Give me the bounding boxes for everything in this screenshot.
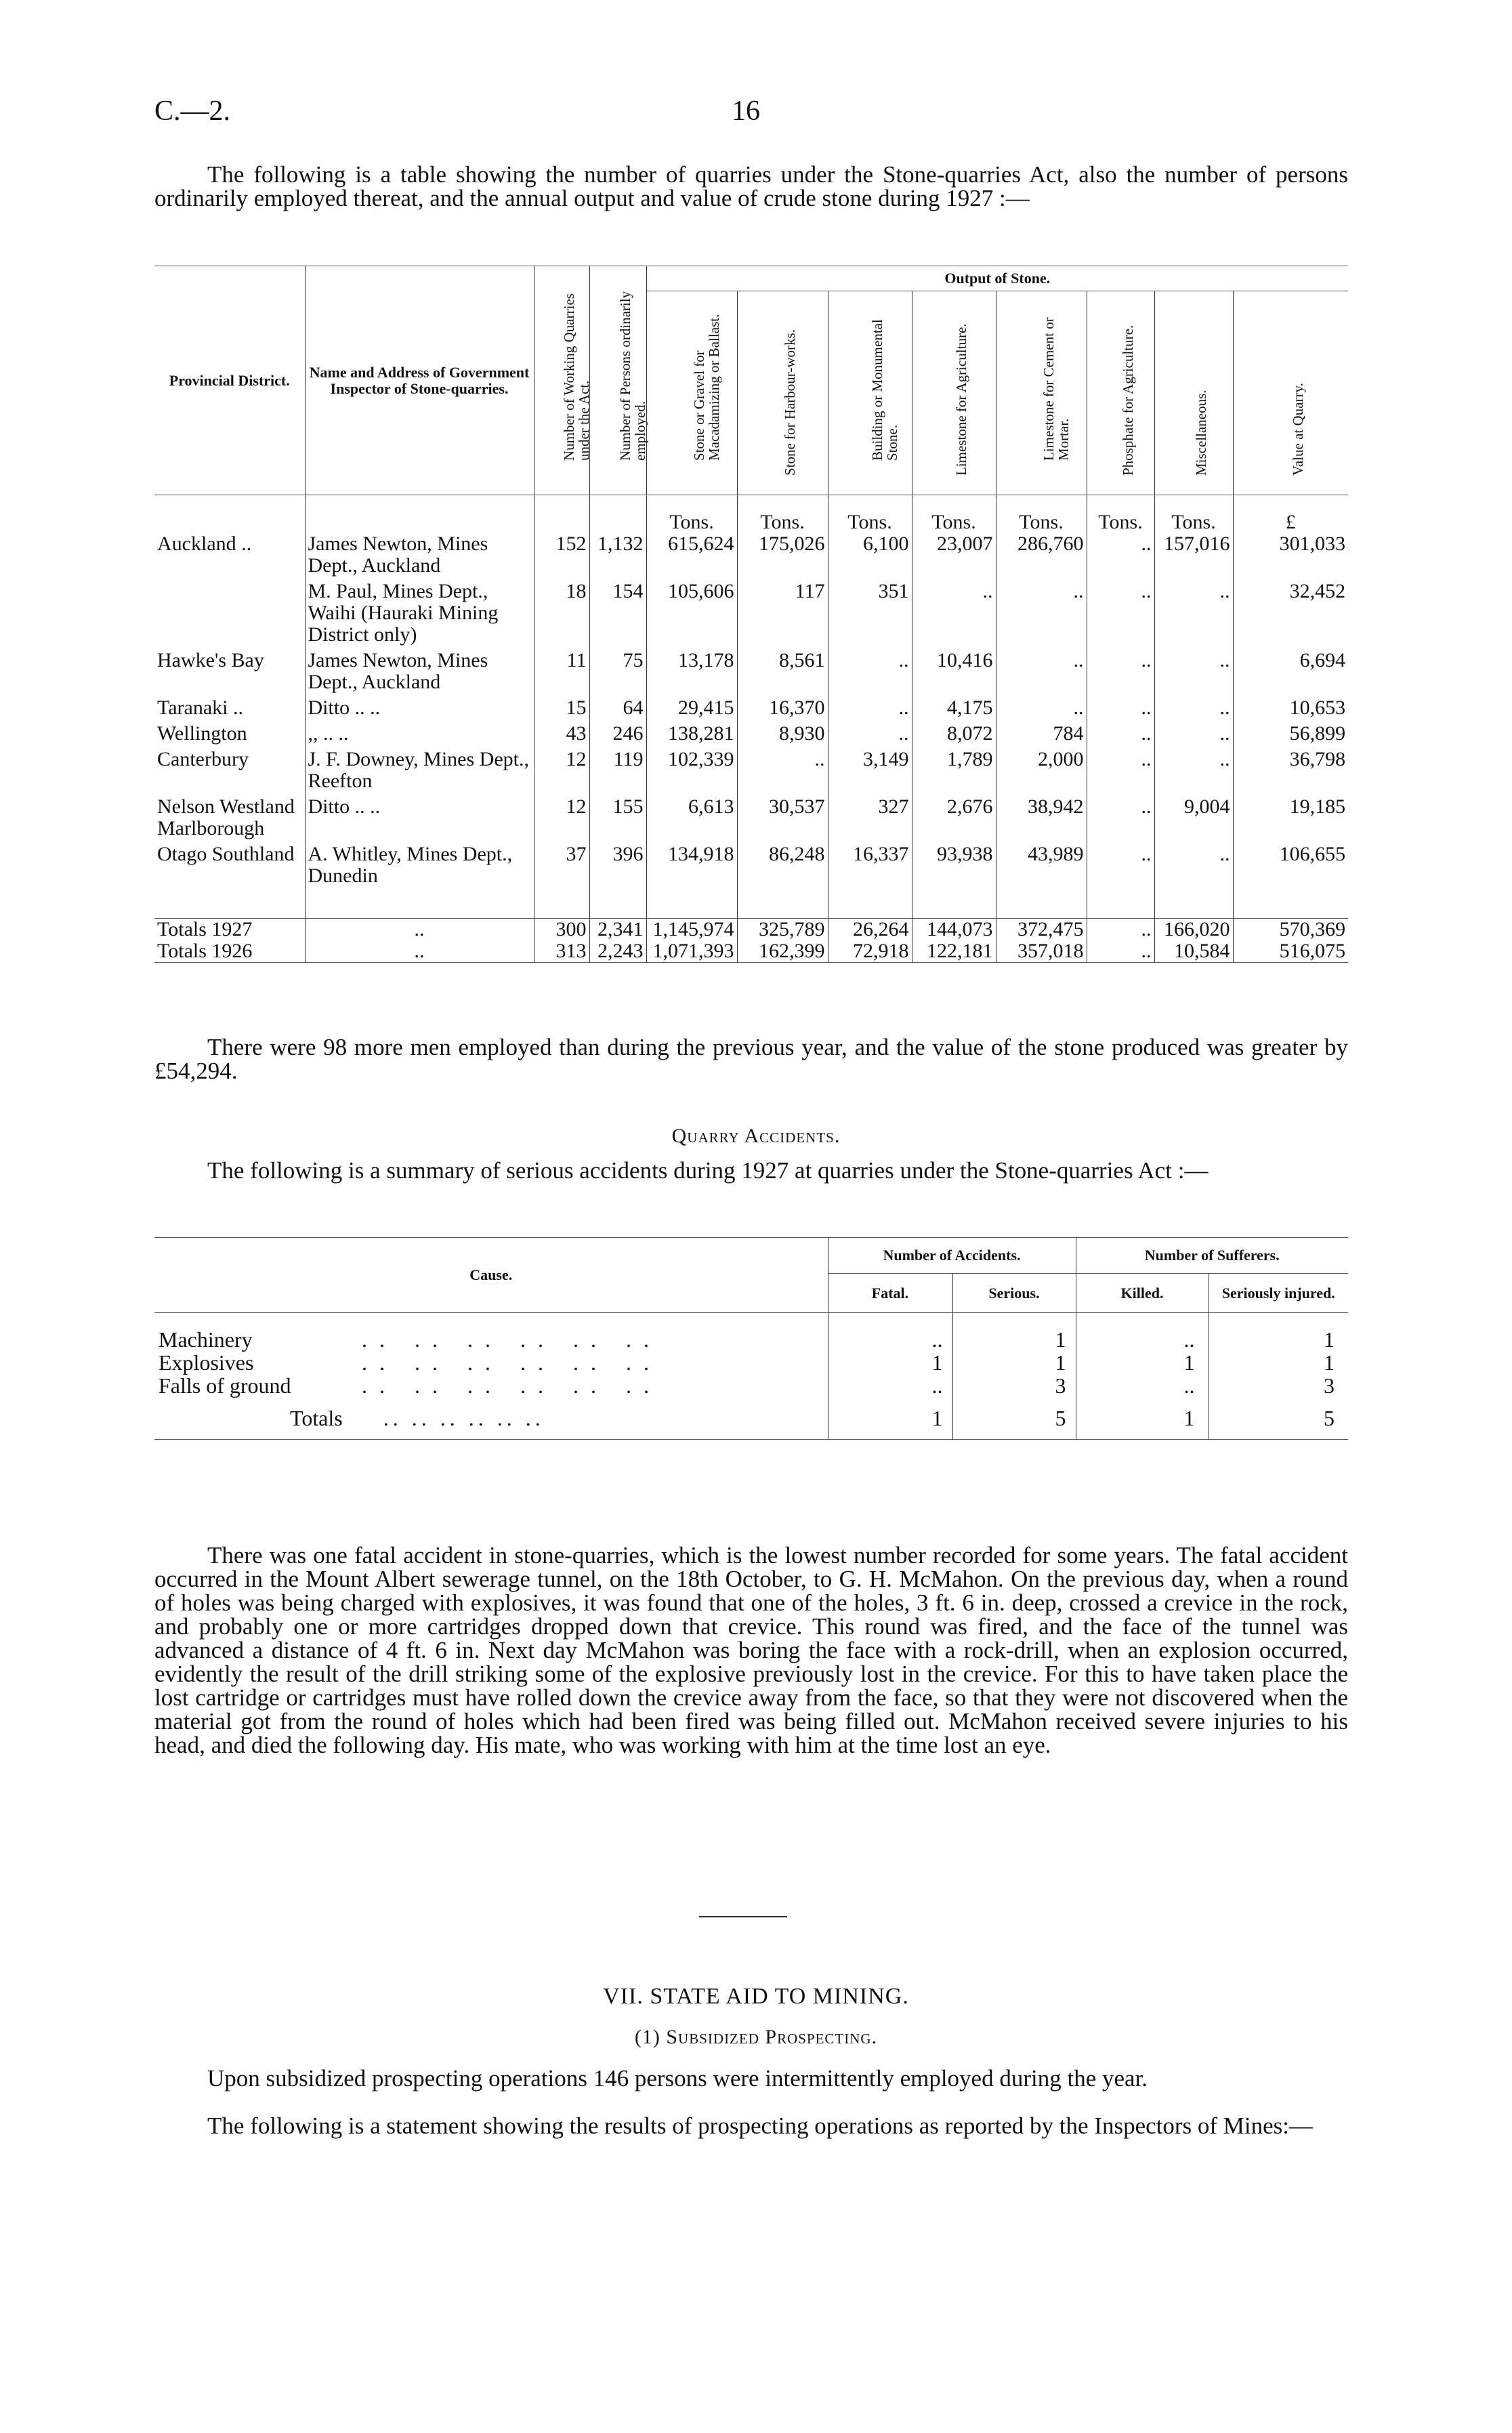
persons-cell: 64 [589, 697, 646, 723]
quarry-row [154, 581, 1348, 650]
employed-paragraph: There were 98 more men employed than during the previous year, and the value of the stone produced was greater by £54,294. [154, 1034, 1348, 1084]
subsection-heading: (1) Subsidized Prospecting. [634, 2026, 878, 2048]
totals-value-cell: 357,018 [996, 940, 1087, 963]
injured-cell: 1 [1209, 1351, 1348, 1374]
units-row: Tons. Tons. Tons. Tons. Tons. Tons. Tons. £ [154, 495, 1348, 534]
output-value-cell: .. [1154, 581, 1233, 650]
totals-value-cell: 1,145,974 [646, 918, 737, 940]
persons-cell: 1,132 [589, 533, 646, 581]
output-value-cell: 30,537 [737, 796, 828, 844]
col-harbour: Stone for Harbour-works. [737, 291, 828, 495]
accident-row [154, 1351, 1348, 1374]
col-stone-gravel: Stone or Gravel for Macadamizing or Ballast. [646, 291, 737, 495]
group-sufferers: Number of Sufferers. [1076, 1238, 1348, 1274]
totals-label: Totals 1927 [157, 917, 253, 940]
output-value-cell: 6,100 [828, 533, 912, 581]
section-divider [699, 1916, 787, 1917]
output-value-cell: 784 [996, 723, 1087, 749]
totals-row [154, 918, 1348, 940]
output-value-cell: .. [828, 650, 912, 697]
district-cell: Canterbury [157, 748, 249, 770]
output-value-cell: 134,918 [646, 844, 737, 891]
totals-persons-cell: 2,243 [589, 940, 646, 963]
output-value-cell: .. [1087, 697, 1154, 723]
working-cell: 12 [534, 749, 589, 796]
persons-cell: 119 [589, 749, 646, 796]
totals-value-cell: 1,071,393 [646, 940, 737, 963]
output-value-cell: 32,452 [1233, 581, 1348, 650]
killed-cell: .. [1076, 1374, 1209, 1397]
output-value-cell: 8,561 [737, 650, 828, 697]
totals-value-cell: 144,073 [912, 918, 996, 940]
output-value-cell: .. [996, 650, 1087, 697]
col-persons-employed: Number of Persons ordinarily employed. [589, 266, 646, 495]
output-value-cell: 10,653 [1233, 697, 1348, 723]
output-value-cell: 286,760 [996, 533, 1087, 581]
output-value-cell: 19,185 [1233, 796, 1348, 844]
output-value-cell: 6,694 [1233, 650, 1348, 697]
section-heading: VII. STATE AID TO MINING. [603, 1984, 909, 2009]
inspector-cell: Ditto .. .. [305, 796, 534, 844]
leader-dots: .. .. .. .. .. .. [362, 1373, 661, 1398]
totals-inspector-cell: .. [305, 940, 534, 963]
output-value-cell: 105,606 [646, 581, 737, 650]
col-building: Building or Monumental Stone. [828, 291, 912, 495]
persons-cell: 154 [589, 581, 646, 650]
cause-label: Machinery [159, 1327, 253, 1352]
killed-cell: .. [1076, 1328, 1209, 1351]
output-value-cell: 10,416 [912, 650, 996, 697]
serious-cell: 1 [952, 1351, 1076, 1374]
inspector-cell: A. Whitley, Mines Dept., Dunedin [305, 844, 534, 891]
totals-persons-cell: 2,341 [589, 918, 646, 940]
intro-paragraph: The following is a table showing the number of quarries under the Stone-quarries Act, also the number of persons ordinarily employed thereat, and the annual output and value of crude stone during 1927 :— [154, 161, 1348, 211]
working-cell: 11 [534, 650, 589, 697]
output-value-cell: 102,339 [646, 749, 737, 796]
working-cell: 43 [534, 723, 589, 749]
working-cell: 152 [534, 533, 589, 581]
persons-cell: 75 [589, 650, 646, 697]
col-serious: Serious. [952, 1274, 1076, 1313]
output-value-cell: .. [1087, 650, 1154, 697]
working-cell: 12 [534, 796, 589, 844]
fatal-accident-paragraph: There was one fatal accident in stone-quarries, which is the lowest number recorded for some years. The fatal accident occurred in the Mount Albert sewerage tunnel, on the 18th October, to G. H. McMahon. On the previous day, when a round of holes was being charged with explosives, it was found that one of the holes, 3 ft. 6 in. deep, crossed a crevice in the rock, and probably one or more cartridges dropped down that crevice. This round was fired, and the face of the tunnel was advanced a distance of 4 ft. 6 in. Next day McMahon was boring the face with a rock-drill, when an explosion occurred, evidently the result of the drill striking some of the explosive previously lost in the crevice. For this to have taken place the lost cartridge or cartridges must have rolled down the crevice away from the face, so that they were not discovered when the material got from the round of holes which had been fired was being filled out. McMahon received severe injuries to his head, and died the following day. His mate, who was working with him at the time lost an eye. [154, 1542, 1348, 1758]
totals-value-cell: 26,264 [828, 918, 912, 940]
accidents-intro-paragraph: The following is a summary of serious accidents during 1927 at quarries under the Stone-quarries Act :— [207, 1157, 1209, 1184]
output-value-cell: .. [1154, 749, 1233, 796]
output-value-cell: 117 [737, 581, 828, 650]
totals-value-cell: .. [1087, 940, 1154, 963]
output-value-cell: .. [1087, 581, 1154, 650]
output-value-cell: 13,178 [646, 650, 737, 697]
output-value-cell: 157,016 [1154, 533, 1233, 581]
working-cell: 18 [534, 581, 589, 650]
inspector-cell: James Newton, Mines Dept., Auckland [305, 650, 534, 697]
quarry-accidents-heading: Quarry Accidents. [671, 1125, 841, 1147]
prospecting-paragraph: Upon subsidized prospecting operations 146 persons were intermittently employed during the year. [207, 2065, 1148, 2092]
working-cell: 15 [534, 697, 589, 723]
output-value-cell: 8,072 [912, 723, 996, 749]
totals-working-cell: 313 [534, 940, 589, 963]
output-value-cell: 2,676 [912, 796, 996, 844]
totals-value-cell: 570,369 [1233, 918, 1348, 940]
cause-label: Explosives [159, 1350, 254, 1375]
output-value-cell: 93,938 [912, 844, 996, 891]
output-value-cell: .. [1087, 749, 1154, 796]
inspector-cell: M. Paul, Mines Dept., Waihi (Hauraki Mining District only) [305, 581, 534, 650]
col-phosphate: Phosphate for Agriculture. [1087, 291, 1154, 495]
col-value: Value at Quarry. [1233, 291, 1348, 495]
accidents-table [154, 1237, 1348, 1440]
fatal-cell: 1 [828, 1351, 952, 1374]
quarry-row [154, 796, 1348, 844]
output-value-cell: .. [1154, 697, 1233, 723]
district-cell: Wellington [157, 722, 247, 745]
quarry-row [154, 844, 1348, 891]
output-value-cell: 327 [828, 796, 912, 844]
quarry-row [154, 533, 1348, 581]
totals-value-cell: 162,399 [737, 940, 828, 963]
document-code: C.—2. [154, 96, 231, 127]
output-value-cell: .. [1154, 723, 1233, 749]
totals-label: Totals 1926 [157, 939, 253, 962]
quarries-table [154, 266, 1348, 963]
injured-cell: 3 [1209, 1374, 1348, 1397]
persons-cell: 155 [589, 796, 646, 844]
killed-cell: 1 [1076, 1351, 1209, 1374]
accidents-total-row: Totals .. .. .. .. .. .. 1 5 1 5 [154, 1407, 1348, 1440]
output-value-cell: .. [1087, 533, 1154, 581]
output-value-cell: 351 [828, 581, 912, 650]
leader-dots: .. .. .. .. .. .. [362, 1327, 661, 1352]
inspector-cell: James Newton, Mines Dept., Auckland [305, 533, 534, 581]
output-value-cell: .. [1087, 844, 1154, 891]
output-value-cell: 23,007 [912, 533, 996, 581]
output-value-cell: 138,281 [646, 723, 737, 749]
output-value-cell: 2,000 [996, 749, 1087, 796]
district-cell: Taranaki .. [157, 696, 244, 719]
output-value-cell: 615,624 [646, 533, 737, 581]
col-misc: Miscellaneous. [1154, 291, 1233, 495]
output-value-cell: 16,337 [828, 844, 912, 891]
output-value-cell: .. [1087, 796, 1154, 844]
output-value-cell: 36,798 [1233, 749, 1348, 796]
output-value-cell: 86,248 [737, 844, 828, 891]
col-lime-cement: Limestone for Cement or Mortar. [996, 291, 1087, 495]
leader-dots: .. .. .. .. .. .. [362, 1350, 661, 1375]
col-fatal: Fatal. [828, 1274, 952, 1313]
output-value-cell: 29,415 [646, 697, 737, 723]
page-number: 16 [732, 96, 760, 127]
accident-row [154, 1328, 1348, 1351]
totals-working-cell: 300 [534, 918, 589, 940]
quarry-row [154, 723, 1348, 749]
output-value-cell: .. [828, 697, 912, 723]
col-killed: Killed. [1076, 1274, 1209, 1313]
output-value-cell: 301,033 [1233, 533, 1348, 581]
totals-value-cell: 72,918 [828, 940, 912, 963]
totals-value-cell: 10,584 [1154, 940, 1233, 963]
inspector-cell: ,, .. .. [305, 723, 534, 749]
output-value-cell: 56,899 [1233, 723, 1348, 749]
output-value-cell: 8,930 [737, 723, 828, 749]
output-value-cell: .. [996, 697, 1087, 723]
totals-value-cell: .. [1087, 918, 1154, 940]
output-value-cell: 175,026 [737, 533, 828, 581]
output-value-cell: .. [1154, 650, 1233, 697]
col-lime-agri: Limestone for Agriculture. [912, 291, 996, 495]
output-value-cell: 4,175 [912, 697, 996, 723]
district-cell: Otago Southland [157, 843, 295, 865]
cause-cell [154, 1328, 828, 1351]
serious-cell: 3 [952, 1374, 1076, 1397]
output-value-cell: .. [912, 581, 996, 650]
output-value-cell: .. [737, 749, 828, 796]
output-value-cell: .. [996, 581, 1087, 650]
col-cause: Cause. [469, 1266, 513, 1283]
col-district: Provincial District. [169, 371, 290, 389]
col-working-quarries: Number of Working Quarries under the Act. [534, 266, 589, 495]
district-cell: Auckland .. [157, 533, 252, 555]
output-value-cell: 38,942 [996, 796, 1087, 844]
persons-cell: 396 [589, 844, 646, 891]
output-value-cell: .. [1154, 844, 1233, 891]
col-seriously-injured: Seriously injured. [1209, 1274, 1348, 1313]
persons-cell: 246 [589, 723, 646, 749]
inspector-cell: J. F. Downey, Mines Dept., Reefton [305, 749, 534, 796]
totals-value-cell: 122,181 [912, 940, 996, 963]
cause-cell [154, 1351, 828, 1374]
output-value-cell: 1,789 [912, 749, 996, 796]
district-cell: Hawke's Bay [157, 649, 264, 671]
statement-paragraph: The following is a statement showing the results of prospecting operations as reported by the Inspectors of Mines:— [207, 2113, 1314, 2139]
output-value-cell: 43,989 [996, 844, 1087, 891]
injured-cell: 1 [1209, 1328, 1348, 1351]
col-inspector: Name and Address of Government Inspector of Stone-quarries. [305, 266, 534, 495]
totals-inspector-cell: .. [305, 918, 534, 940]
totals-value-cell: 166,020 [1154, 918, 1233, 940]
output-value-cell: .. [1087, 723, 1154, 749]
output-of-stone-header: Output of Stone. [646, 266, 1348, 291]
output-value-cell: 16,370 [737, 697, 828, 723]
output-value-cell: 6,613 [646, 796, 737, 844]
output-value-cell: 3,149 [828, 749, 912, 796]
cause-label: Falls of ground [159, 1373, 291, 1398]
accident-row [154, 1374, 1348, 1397]
quarry-row [154, 650, 1348, 697]
serious-cell: 1 [952, 1328, 1076, 1351]
quarry-row [154, 697, 1348, 723]
totals-row [154, 940, 1348, 963]
totals-value-cell: 325,789 [737, 918, 828, 940]
inspector-cell: Ditto .. .. [305, 697, 534, 723]
group-accidents: Number of Accidents. [828, 1238, 1076, 1274]
district-cell: Nelson Westland Marlborough [157, 795, 295, 839]
output-value-cell: 9,004 [1154, 796, 1233, 844]
working-cell: 37 [534, 844, 589, 891]
output-value-cell: .. [828, 723, 912, 749]
fatal-cell: .. [828, 1328, 952, 1351]
quarry-row [154, 749, 1348, 796]
output-value-cell: 106,655 [1233, 844, 1348, 891]
cause-cell [154, 1374, 828, 1397]
totals-value-cell: 372,475 [996, 918, 1087, 940]
fatal-cell: .. [828, 1374, 952, 1397]
totals-value-cell: 516,075 [1233, 940, 1348, 963]
district-cell [154, 581, 305, 650]
